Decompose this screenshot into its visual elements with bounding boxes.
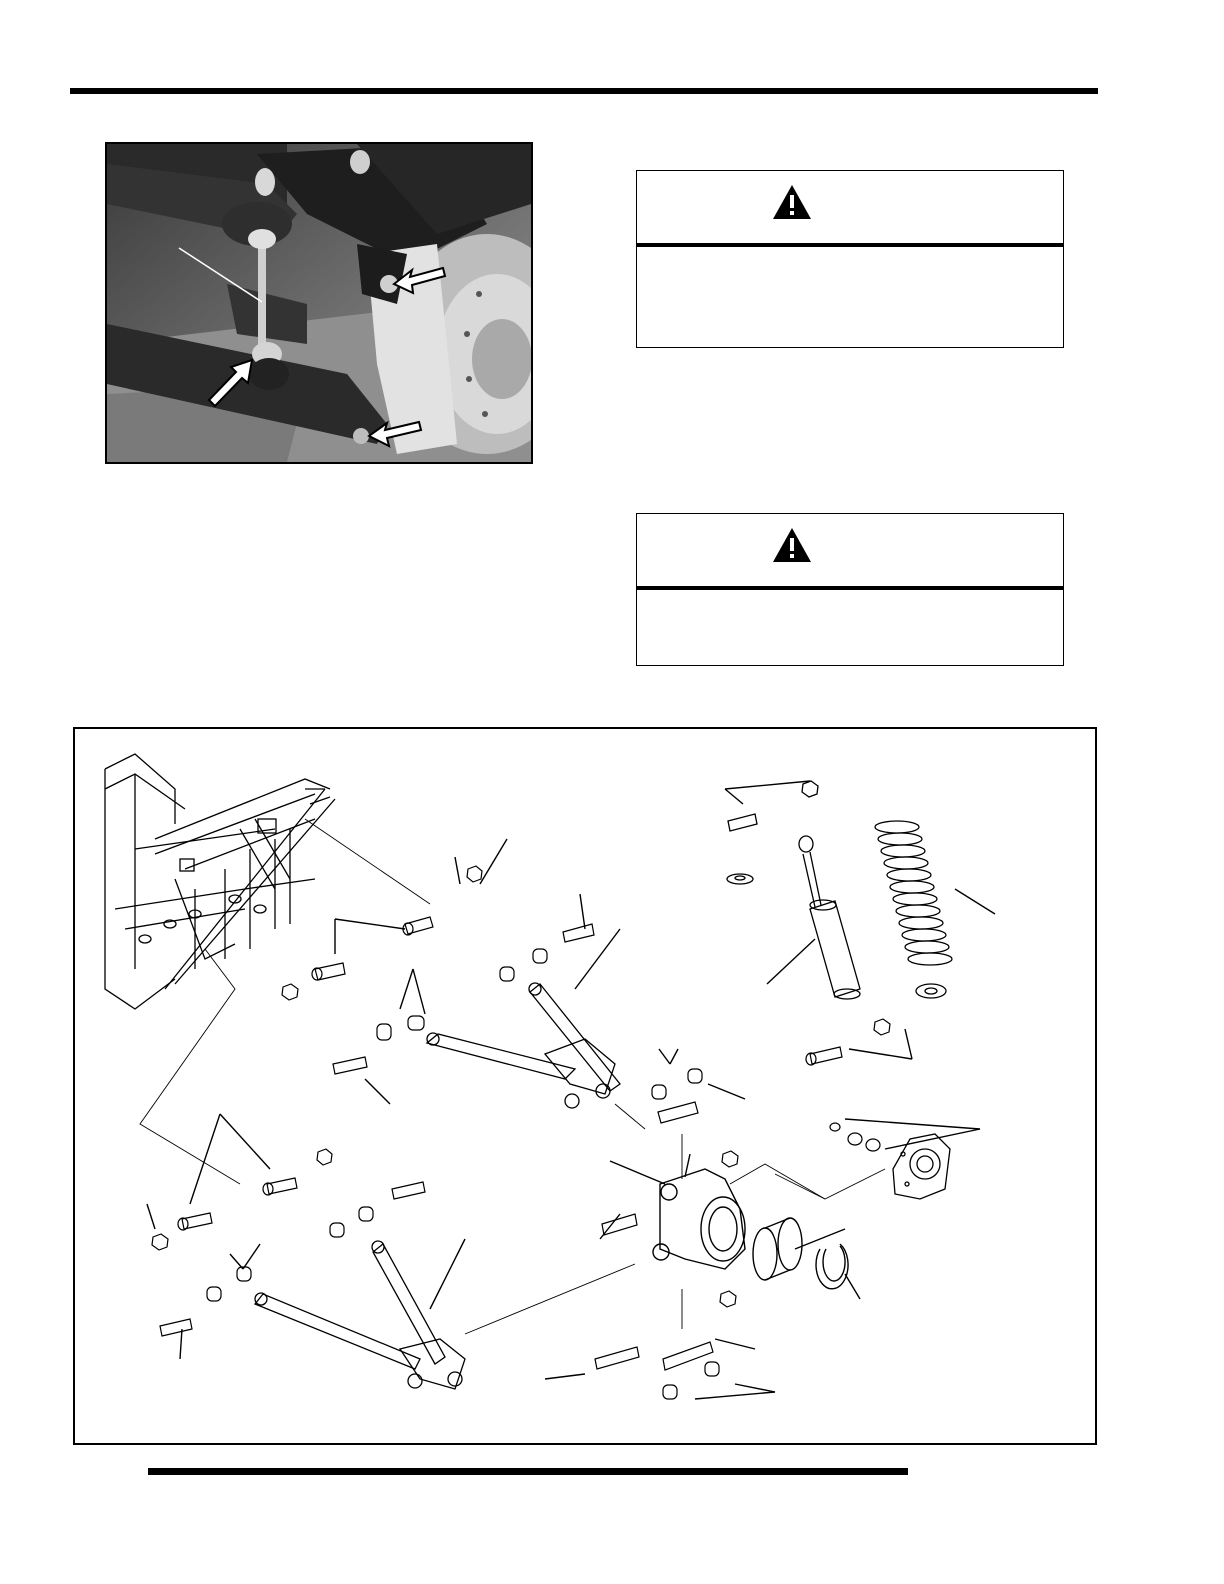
lower-arm-hardware (152, 1149, 425, 1336)
upper-control-arm (427, 983, 620, 1108)
brake-caliper (893, 1134, 950, 1199)
warning-triangle-icon (771, 183, 813, 221)
warning-header (637, 514, 1063, 590)
suspension-photo (105, 142, 533, 464)
coil-spring (875, 821, 952, 998)
warning-header (637, 171, 1063, 247)
header-rule (70, 88, 1098, 94)
wheel-bearing (753, 1218, 802, 1280)
lower-control-arm (255, 1241, 465, 1389)
frame-assembly (105, 754, 335, 1009)
footer-rule (148, 1468, 908, 1475)
shock-absorber (727, 781, 860, 999)
knuckle-hardware (595, 1069, 880, 1399)
steering-knuckle (653, 1154, 745, 1269)
warning-box (636, 170, 1064, 348)
snap-ring (816, 1244, 848, 1289)
exploded-suspension-diagram (73, 727, 1097, 1445)
shock-mount-hardware (806, 1019, 890, 1065)
warning-box (636, 513, 1064, 666)
warning-triangle-icon (771, 526, 813, 564)
